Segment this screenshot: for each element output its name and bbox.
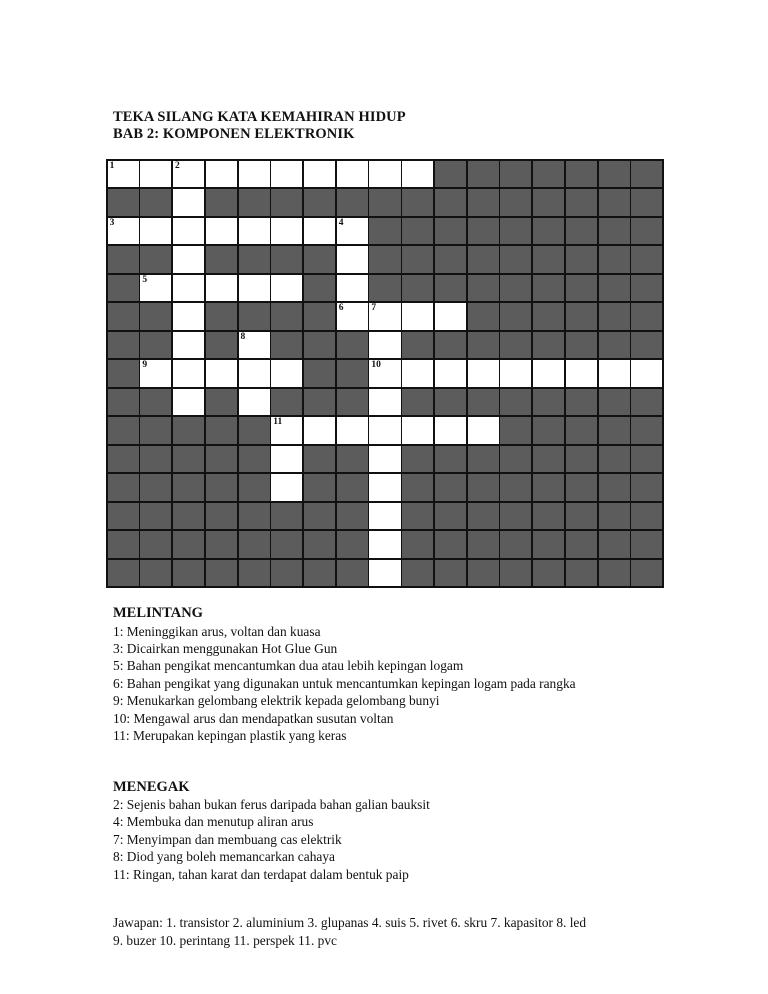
grid-cell-blocked: [369, 189, 400, 216]
grid-cell-blocked: [271, 246, 302, 273]
grid-cell-blocked: [108, 560, 139, 587]
grid-cell-blocked: [566, 246, 597, 273]
down-heading: MENEGAK: [113, 779, 190, 795]
grid-cell-blocked: [631, 246, 662, 273]
grid-cell-blocked: [108, 503, 139, 530]
grid-cell-open[interactable]: [369, 360, 400, 387]
grid-cell-blocked: [500, 218, 531, 245]
grid-cell-open[interactable]: [369, 389, 400, 416]
grid-cell-open[interactable]: [206, 360, 237, 387]
grid-cell-open[interactable]: [304, 417, 335, 444]
grid-cell-blocked: [239, 531, 270, 558]
grid-cell-blocked: [108, 417, 139, 444]
grid-cell-blocked: [304, 474, 335, 501]
grid-cell-blocked: [304, 389, 335, 416]
grid-cell-blocked: [304, 503, 335, 530]
grid-cell-blocked: [337, 189, 368, 216]
grid-cell-blocked: [435, 474, 466, 501]
grid-cell-open[interactable]: [173, 275, 204, 302]
grid-cell-blocked: [140, 446, 171, 473]
page-title: TEKA SILANG KATA KEMAHIRAN HIDUP: [113, 109, 406, 125]
grid-cell-open[interactable]: [206, 275, 237, 302]
grid-cell-open[interactable]: [173, 161, 204, 188]
grid-cell-blocked: [108, 275, 139, 302]
grid-cell-blocked: [631, 474, 662, 501]
grid-cell-blocked: [468, 275, 499, 302]
grid-cell-blocked: [173, 446, 204, 473]
grid-cell-blocked: [206, 446, 237, 473]
grid-cell-blocked: [435, 531, 466, 558]
grid-cell-open[interactable]: [173, 360, 204, 387]
grid-cell-blocked: [566, 531, 597, 558]
across-clue-1: 1: Meninggikan arus, voltan dan kuasa: [113, 624, 321, 639]
grid-cell-blocked: [304, 189, 335, 216]
grid-cell-blocked: [533, 474, 564, 501]
grid-cell-open[interactable]: [173, 303, 204, 330]
grid-cell-blocked: [533, 389, 564, 416]
grid-cell-blocked: [271, 189, 302, 216]
grid-cell-blocked: [140, 189, 171, 216]
grid-cell-open[interactable]: [140, 161, 171, 188]
grid-cell-open[interactable]: [435, 303, 466, 330]
grid-cell-blocked: [566, 189, 597, 216]
grid-cell-blocked: [337, 503, 368, 530]
grid-cell-blocked: [435, 218, 466, 245]
grid-cell-blocked: [631, 531, 662, 558]
down-clue-8: 8: Diod yang boleh memancarkan cahaya: [113, 849, 335, 864]
grid-cell-open[interactable]: [566, 360, 597, 387]
grid-cell-open[interactable]: [271, 417, 302, 444]
grid-cell-blocked: [108, 360, 139, 387]
grid-cell-blocked: [304, 332, 335, 359]
grid-cell-blocked: [631, 332, 662, 359]
across-clue-11: 11: Merupakan kepingan plastik yang keras: [113, 728, 347, 743]
grid-cell-blocked: [500, 189, 531, 216]
grid-cell-blocked: [402, 246, 433, 273]
grid-cell-blocked: [173, 503, 204, 530]
grid-cell-blocked: [599, 189, 630, 216]
grid-cell-blocked: [206, 332, 237, 359]
grid-cell-open[interactable]: [631, 360, 662, 387]
grid-cell-blocked: [631, 389, 662, 416]
grid-cell-blocked: [337, 332, 368, 359]
grid-cell-blocked: [500, 503, 531, 530]
grid-cell-blocked: [566, 446, 597, 473]
grid-cell-blocked: [140, 560, 171, 587]
grid-cell-open[interactable]: [239, 332, 270, 359]
across-clue-3: 3: Dicairkan menggunakan Hot Glue Gun: [113, 641, 338, 656]
grid-cell-blocked: [140, 503, 171, 530]
grid-cell-blocked: [468, 332, 499, 359]
grid-cell-blocked: [271, 560, 302, 587]
grid-cell-blocked: [239, 446, 270, 473]
grid-cell-blocked: [239, 474, 270, 501]
grid-cell-blocked: [304, 446, 335, 473]
clue-number: 2: [175, 160, 180, 171]
grid-cell-blocked: [140, 303, 171, 330]
grid-cell-blocked: [369, 275, 400, 302]
grid-cell-blocked: [631, 446, 662, 473]
grid-cell-blocked: [435, 332, 466, 359]
grid-cell-blocked: [566, 503, 597, 530]
clue-number: 10: [371, 360, 381, 371]
grid-cell-open[interactable]: [599, 360, 630, 387]
grid-cell-blocked: [140, 531, 171, 558]
grid-cell-open[interactable]: [173, 246, 204, 273]
grid-cell-blocked: [173, 417, 204, 444]
grid-cell-blocked: [108, 389, 139, 416]
grid-cell-blocked: [369, 246, 400, 273]
grid-cell-blocked: [533, 303, 564, 330]
grid-cell-blocked: [468, 161, 499, 188]
grid-cell-open[interactable]: [271, 474, 302, 501]
grid-cell-open[interactable]: [304, 218, 335, 245]
grid-cell-blocked: [173, 560, 204, 587]
grid-cell-blocked: [304, 303, 335, 330]
grid-cell-open[interactable]: [337, 275, 368, 302]
grid-cell-blocked: [631, 303, 662, 330]
grid-cell-open[interactable]: [369, 161, 400, 188]
down-clue-7: 7: Menyimpan dan membuang cas elektrik: [113, 832, 342, 847]
down-clue-4: 4: Membuka dan menutup aliran arus: [113, 814, 314, 829]
grid-cell-blocked: [468, 303, 499, 330]
grid-cell-blocked: [468, 474, 499, 501]
clue-number: 9: [142, 360, 148, 371]
grid-cell-blocked: [533, 417, 564, 444]
grid-cell-blocked: [566, 560, 597, 587]
clue-number: 3: [109, 217, 115, 228]
grid-cell-blocked: [566, 161, 597, 188]
grid-cell-blocked: [599, 531, 630, 558]
grid-cell-open[interactable]: [271, 161, 302, 188]
clue-number: 6: [338, 303, 344, 314]
grid-cell-blocked: [304, 560, 335, 587]
grid-cell-blocked: [500, 560, 531, 587]
grid-cell-blocked: [631, 218, 662, 245]
grid-cell-open[interactable]: [337, 303, 368, 330]
grid-cell-blocked: [140, 389, 171, 416]
grid-cell-blocked: [108, 189, 139, 216]
grid-cell-open[interactable]: [271, 275, 302, 302]
grid-cell-open[interactable]: [369, 503, 400, 530]
grid-cell-blocked: [500, 417, 531, 444]
grid-cell-open[interactable]: [337, 218, 368, 245]
grid-cell-open[interactable]: [271, 360, 302, 387]
grid-cell-open[interactable]: [239, 389, 270, 416]
grid-cell-blocked: [140, 332, 171, 359]
grid-cell-blocked: [599, 560, 630, 587]
clue-number: 4: [338, 217, 344, 228]
grid-cell-blocked: [599, 503, 630, 530]
grid-cell-blocked: [239, 189, 270, 216]
grid-cell-blocked: [468, 560, 499, 587]
clue-number: 8: [240, 331, 246, 342]
grid-cell-blocked: [435, 275, 466, 302]
grid-cell-blocked: [468, 246, 499, 273]
grid-cell-blocked: [599, 161, 630, 188]
grid-cell-blocked: [271, 503, 302, 530]
grid-cell-open[interactable]: [337, 246, 368, 273]
grid-cell-blocked: [599, 474, 630, 501]
grid-cell-blocked: [599, 275, 630, 302]
grid-cell-blocked: [566, 218, 597, 245]
grid-cell-blocked: [566, 417, 597, 444]
grid-cell-blocked: [402, 531, 433, 558]
grid-cell-blocked: [468, 389, 499, 416]
grid-cell-blocked: [402, 503, 433, 530]
grid-cell-blocked: [206, 189, 237, 216]
grid-cell-blocked: [304, 360, 335, 387]
grid-cell-blocked: [304, 275, 335, 302]
grid-cell-blocked: [599, 246, 630, 273]
grid-cell-blocked: [468, 189, 499, 216]
grid-cell-blocked: [402, 560, 433, 587]
grid-cell-blocked: [337, 474, 368, 501]
grid-cell-blocked: [468, 218, 499, 245]
grid-cell-open[interactable]: [369, 332, 400, 359]
down-clue-2: 2: Sejenis bahan bukan ferus daripada bahan galian bauksit: [113, 797, 430, 812]
grid-cell-blocked: [500, 446, 531, 473]
grid-cell-blocked: [566, 303, 597, 330]
grid-cell-open[interactable]: [369, 560, 400, 587]
grid-cell-open[interactable]: [206, 218, 237, 245]
grid-cell-open[interactable]: [435, 417, 466, 444]
grid-cell-open[interactable]: [369, 303, 400, 330]
grid-cell-blocked: [206, 417, 237, 444]
grid-cell-blocked: [239, 417, 270, 444]
grid-cell-blocked: [206, 474, 237, 501]
grid-cell-blocked: [435, 189, 466, 216]
grid-cell-blocked: [631, 417, 662, 444]
grid-cell-open[interactable]: [304, 161, 335, 188]
grid-cell-blocked: [533, 246, 564, 273]
grid-cell-blocked: [402, 389, 433, 416]
grid-cell-blocked: [369, 218, 400, 245]
grid-cell-blocked: [533, 218, 564, 245]
grid-cell-blocked: [239, 560, 270, 587]
grid-cell-blocked: [599, 417, 630, 444]
across-heading: MELINTANG: [113, 605, 203, 621]
grid-cell-open[interactable]: [435, 360, 466, 387]
grid-cell-blocked: [631, 275, 662, 302]
grid-cell-blocked: [206, 389, 237, 416]
grid-cell-blocked: [435, 161, 466, 188]
grid-cell-blocked: [304, 246, 335, 273]
grid-cell-blocked: [500, 389, 531, 416]
grid-cell-blocked: [271, 332, 302, 359]
grid-cell-blocked: [435, 446, 466, 473]
answers-line-2: 9. buzer 10. perintang 11. perspek 11. pvc: [113, 933, 337, 948]
clue-number: 7: [371, 303, 377, 314]
grid-cell-blocked: [402, 446, 433, 473]
grid-cell-open[interactable]: [533, 360, 564, 387]
grid-cell-open[interactable]: [271, 446, 302, 473]
grid-cell-blocked: [468, 531, 499, 558]
grid-cell-blocked: [402, 275, 433, 302]
grid-cell-blocked: [533, 560, 564, 587]
grid-cell-blocked: [500, 161, 531, 188]
grid-cell-blocked: [468, 503, 499, 530]
grid-cell-open[interactable]: [239, 360, 270, 387]
grid-cell-blocked: [631, 503, 662, 530]
grid-cell-blocked: [500, 332, 531, 359]
grid-cell-blocked: [173, 531, 204, 558]
grid-cell-blocked: [337, 560, 368, 587]
grid-cell-open[interactable]: [173, 189, 204, 216]
grid-cell-open[interactable]: [369, 417, 400, 444]
grid-cell-blocked: [500, 531, 531, 558]
grid-cell-blocked: [533, 189, 564, 216]
grid-cell-blocked: [435, 389, 466, 416]
grid-cell-blocked: [206, 560, 237, 587]
grid-cell-blocked: [140, 417, 171, 444]
grid-cell-blocked: [108, 332, 139, 359]
grid-cell-blocked: [599, 389, 630, 416]
grid-cell-blocked: [533, 503, 564, 530]
grid-cell-blocked: [533, 161, 564, 188]
grid-cell-blocked: [402, 332, 433, 359]
grid-cell-open[interactable]: [108, 218, 139, 245]
grid-cell-blocked: [631, 161, 662, 188]
grid-cell-blocked: [337, 360, 368, 387]
page-subtitle: BAB 2: KOMPONEN ELEKTRONIK: [113, 126, 355, 142]
grid-cell-open[interactable]: [140, 275, 171, 302]
grid-cell-blocked: [140, 474, 171, 501]
grid-cell-blocked: [271, 531, 302, 558]
grid-cell-blocked: [566, 474, 597, 501]
grid-cell-blocked: [500, 275, 531, 302]
grid-cell-open[interactable]: [337, 161, 368, 188]
grid-cell-blocked: [435, 560, 466, 587]
grid-cell-blocked: [402, 474, 433, 501]
grid-cell-open[interactable]: [402, 417, 433, 444]
grid-cell-blocked: [337, 446, 368, 473]
grid-cell-open[interactable]: [468, 417, 499, 444]
grid-cell-open[interactable]: [206, 161, 237, 188]
answers-line-1: Jawapan: 1. transistor 2. aluminium 3. glupanas 4. suis 5. rivet 6. skru 7. kapasitor 8. led: [113, 915, 587, 930]
grid-cell-open[interactable]: [337, 417, 368, 444]
across-clue-6: 6: Bahan pengikat yang digunakan untuk mencantumkan kepingan logam pada rangka: [113, 676, 576, 691]
grid-cell-blocked: [108, 531, 139, 558]
grid-cell-blocked: [500, 303, 531, 330]
grid-cell-blocked: [533, 332, 564, 359]
grid-cell-blocked: [435, 246, 466, 273]
grid-cell-blocked: [140, 246, 171, 273]
grid-cell-blocked: [337, 531, 368, 558]
grid-cell-blocked: [500, 474, 531, 501]
grid-cell-blocked: [206, 503, 237, 530]
grid-cell-blocked: [435, 503, 466, 530]
grid-cell-blocked: [599, 332, 630, 359]
grid-cell-open[interactable]: [108, 161, 139, 188]
clue-number: 1: [109, 160, 115, 171]
across-clue-5: 5: Bahan pengikat mencantumkan dua atau lebih kepingan logam: [113, 658, 464, 673]
grid-cell-open[interactable]: [239, 161, 270, 188]
grid-cell-blocked: [402, 218, 433, 245]
grid-cell-blocked: [239, 503, 270, 530]
grid-cell-blocked: [239, 246, 270, 273]
grid-cell-blocked: [599, 218, 630, 245]
across-clue-9: 9: Menukarkan gelombang elektrik kepada gelombang bunyi: [113, 693, 440, 708]
grid-cell-blocked: [271, 303, 302, 330]
grid-cell-open[interactable]: [369, 446, 400, 473]
grid-cell-blocked: [108, 474, 139, 501]
grid-cell-blocked: [402, 189, 433, 216]
grid-cell-blocked: [566, 332, 597, 359]
grid-cell-blocked: [468, 446, 499, 473]
down-clue-11: 11: Ringan, tahan karat dan terdapat dalam bentuk paip: [113, 867, 409, 882]
grid-cell-open[interactable]: [468, 360, 499, 387]
grid-cell-open[interactable]: [271, 218, 302, 245]
crossword-grid: [106, 159, 664, 588]
grid-cell-open[interactable]: [140, 218, 171, 245]
grid-cell-open[interactable]: [369, 474, 400, 501]
grid-cell-open[interactable]: [173, 218, 204, 245]
grid-cell-open[interactable]: [402, 360, 433, 387]
grid-cell-open[interactable]: [500, 360, 531, 387]
grid-cell-blocked: [337, 389, 368, 416]
grid-cell-blocked: [500, 246, 531, 273]
grid-cell-blocked: [271, 389, 302, 416]
grid-cell-blocked: [566, 275, 597, 302]
grid-cell-blocked: [533, 446, 564, 473]
grid-cell-blocked: [533, 531, 564, 558]
grid-cell-open[interactable]: [239, 218, 270, 245]
grid-cell-blocked: [599, 446, 630, 473]
grid-cell-blocked: [206, 303, 237, 330]
grid-cell-blocked: [304, 531, 335, 558]
grid-cell-blocked: [599, 303, 630, 330]
clue-number: 11: [273, 417, 283, 428]
grid-cell-blocked: [533, 275, 564, 302]
grid-cell-blocked: [108, 303, 139, 330]
grid-cell-open[interactable]: [140, 360, 171, 387]
grid-cell-blocked: [566, 389, 597, 416]
grid-cell-blocked: [206, 246, 237, 273]
grid-cell-open[interactable]: [369, 531, 400, 558]
grid-cell-blocked: [108, 446, 139, 473]
grid-cell-open[interactable]: [402, 161, 433, 188]
grid-cell-blocked: [631, 560, 662, 587]
grid-cell-blocked: [173, 474, 204, 501]
grid-cell-blocked: [108, 246, 139, 273]
grid-cell-open[interactable]: [402, 303, 433, 330]
across-clue-10: 10: Mengawal arus dan mendapatkan susutan voltan: [113, 711, 394, 726]
grid-cell-blocked: [206, 531, 237, 558]
grid-cell-open[interactable]: [173, 332, 204, 359]
clue-number: 5: [142, 274, 148, 285]
grid-cell-blocked: [239, 303, 270, 330]
grid-cell-open[interactable]: [173, 389, 204, 416]
grid-cell-blocked: [631, 189, 662, 216]
grid-cell-open[interactable]: [239, 275, 270, 302]
